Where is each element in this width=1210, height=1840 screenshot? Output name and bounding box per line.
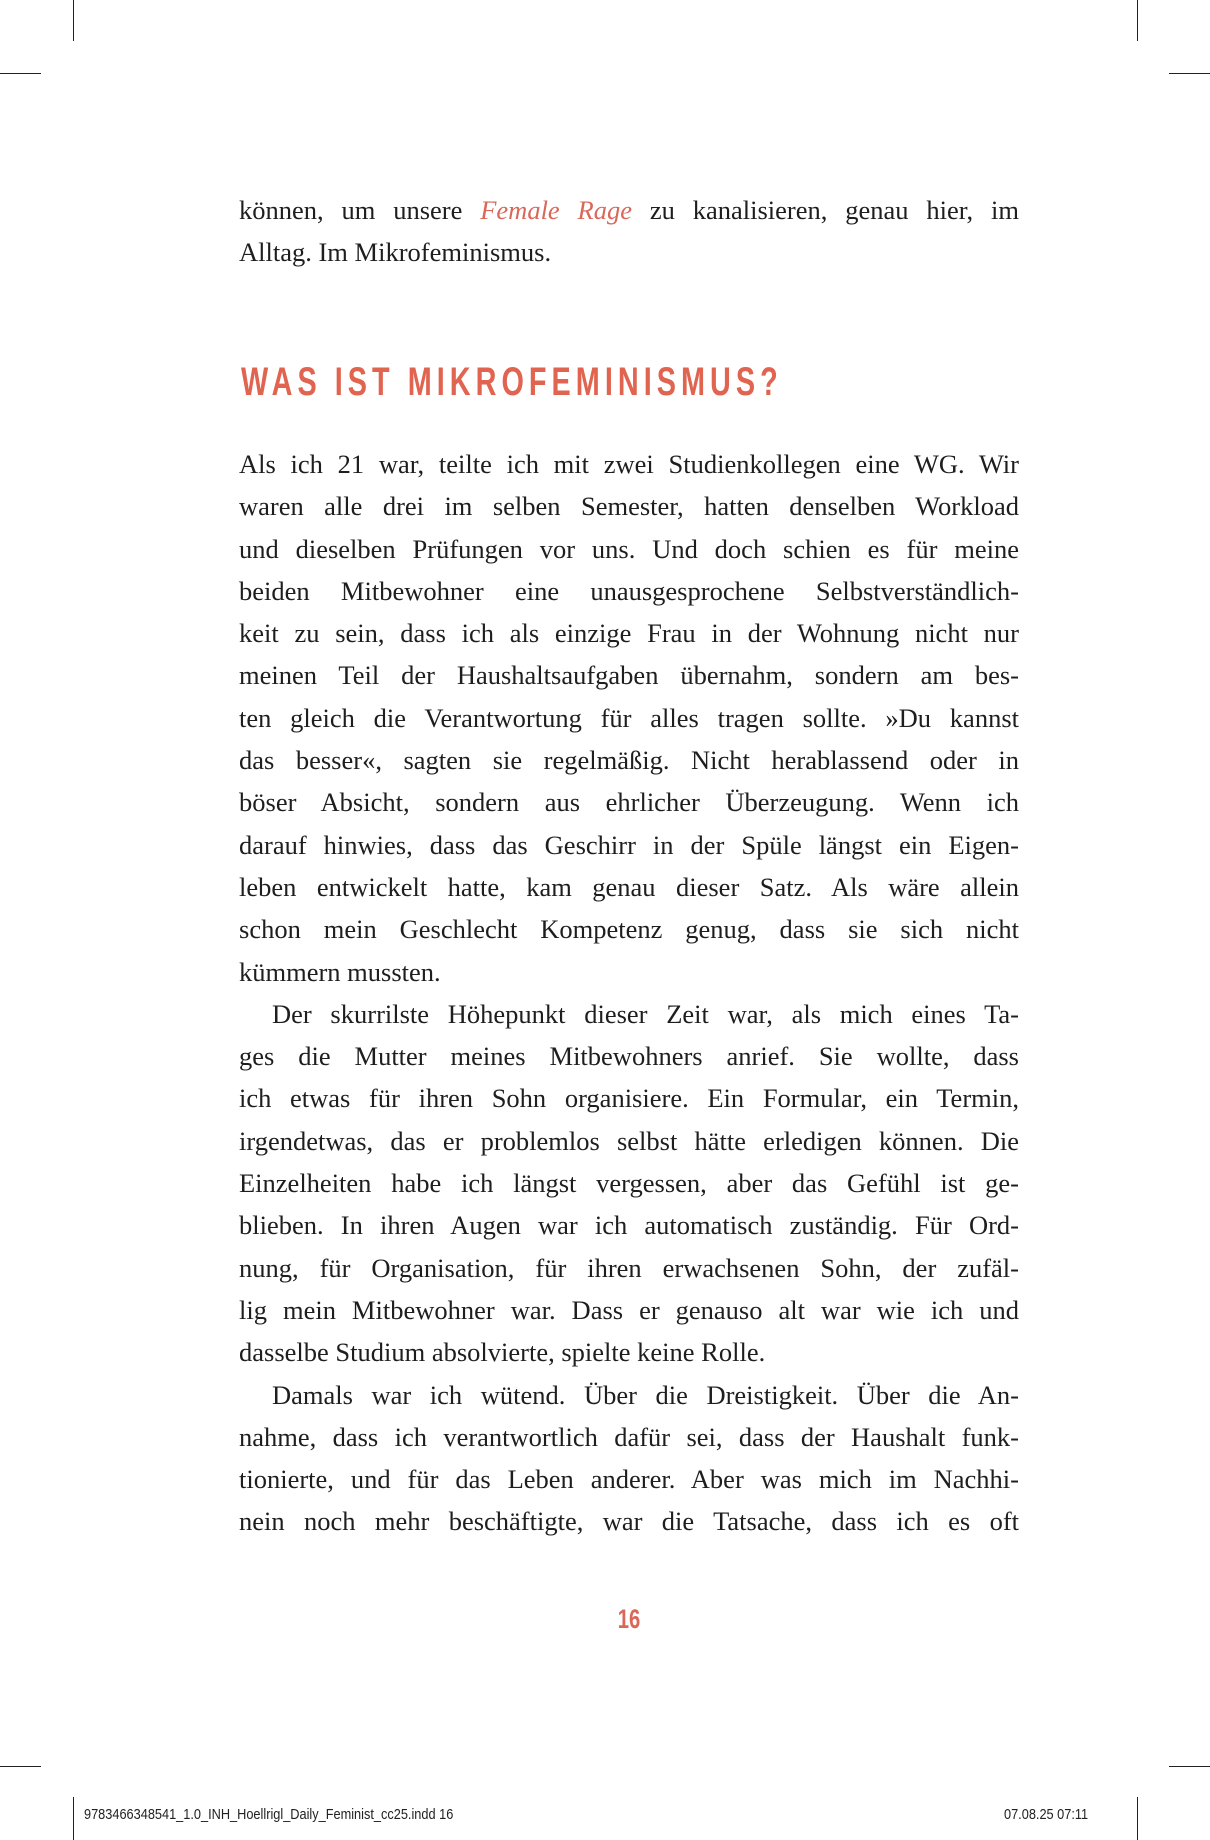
text-span: können, um unsere xyxy=(239,195,481,225)
text-line: ten gleich die Verantwortung für alles tragen sollte. »Du kannst xyxy=(239,702,1019,733)
text-line: Einzelheiten habe ich längst vergessen, aber das Gefühl ist ge- xyxy=(239,1168,1019,1199)
text-span: Alltag. Im Mikrofeminismus. xyxy=(239,237,552,268)
text-line: irgendetwas, das er problemlos selbst hätte erledigen können. Die xyxy=(239,1125,1019,1156)
text-line: schon mein Geschlecht Kompetenz genug, dass sie sich nicht xyxy=(239,914,1019,945)
text-line: nahme, dass ich verantwortlich dafür sei, dass der Haushalt funk- xyxy=(239,1421,1019,1452)
text-line: keit zu sein, dass ich als einzige Frau in der Wohnung nicht nur xyxy=(239,618,1019,649)
text-line: beiden Mitbewohner eine unausgesprochene Selbstverständlich- xyxy=(239,575,1019,606)
slug-datetime: 07.08.25 07:11 xyxy=(1004,1806,1089,1823)
crop-mark xyxy=(0,1766,41,1767)
text-line xyxy=(239,189,1019,231)
crop-mark xyxy=(1137,1797,1138,1840)
slug-filename: 9783466348541_1.0_INH_Hoellrigl_Daily_Feminist_cc25.indd 16 xyxy=(84,1806,454,1823)
crop-mark xyxy=(1169,1766,1210,1767)
section-heading: WAS IST MIKROFEMINISMUS? xyxy=(241,360,783,404)
crop-mark xyxy=(1137,0,1138,41)
emphasis-female-rage: Female Rage xyxy=(480,195,633,225)
page-number: 16 xyxy=(617,1604,641,1634)
text-line: das besser«, sagten sie regelmäßig. Nicht herablassend oder in xyxy=(239,745,1019,776)
text-line: und dieselben Prüfungen vor uns. Und doch schien es für meine xyxy=(239,533,1019,564)
text-line: blieben. In ihren Augen war ich automatisch zuständig. Für Ord- xyxy=(239,1210,1019,1241)
crop-mark xyxy=(1169,73,1210,74)
text-line: lig mein Mitbewohner war. Dass er genauso alt war wie ich und xyxy=(239,1294,1019,1325)
text-line: ich etwas für ihren Sohn organisiere. Ein Formular, ein Termin, xyxy=(239,1083,1019,1114)
text-span: zu kanalisieren, genau hier, im xyxy=(632,195,1019,225)
text-line: böser Absicht, sondern aus ehrlicher Überzeugung. Wenn ich xyxy=(239,787,1019,818)
text-line: darauf hinwies, dass das Geschirr in der Spüle längst ein Eigen- xyxy=(239,829,1019,860)
text-line: kümmern mussten. xyxy=(239,956,441,987)
crop-mark xyxy=(73,1797,74,1840)
text-line: meinen Teil der Haushaltsaufgaben übernahm, sondern am bes- xyxy=(239,660,1019,691)
intro-paragraph xyxy=(239,189,1019,274)
text-line: nung, für Organisation, für ihren erwachsenen Sohn, der zufäl- xyxy=(239,1252,1019,1283)
body-text xyxy=(239,443,1019,1543)
text-line: ges die Mutter meines Mitbewohners anrief. Sie wollte, dass xyxy=(239,1041,1019,1072)
text-line: leben entwickelt hatte, kam genau dieser Satz. Als wäre allein xyxy=(239,871,1019,902)
text-line: Damals war ich wütend. Über die Dreistigkeit. Über die An- xyxy=(272,1379,1019,1410)
crop-mark xyxy=(0,73,41,74)
text-line: Als ich 21 war, teilte ich mit zwei Studienkollegen eine WG. Wir xyxy=(239,449,1019,479)
text-line: Der skurrilste Höhepunkt dieser Zeit war, als mich eines Ta- xyxy=(272,998,1019,1029)
text-line: dasselbe Studium absolvierte, spielte keine Rolle. xyxy=(239,1337,766,1368)
crop-mark xyxy=(73,0,74,41)
text-line: waren alle drei im selben Semester, hatten denselben Workload xyxy=(239,491,1019,522)
text-line xyxy=(239,231,1019,273)
text-line: tionierte, und für das Leben anderer. Aber was mich im Nachhi- xyxy=(239,1464,1019,1495)
text-line: nein noch mehr beschäftigte, war die Tatsache, dass ich es oft xyxy=(239,1506,1019,1537)
